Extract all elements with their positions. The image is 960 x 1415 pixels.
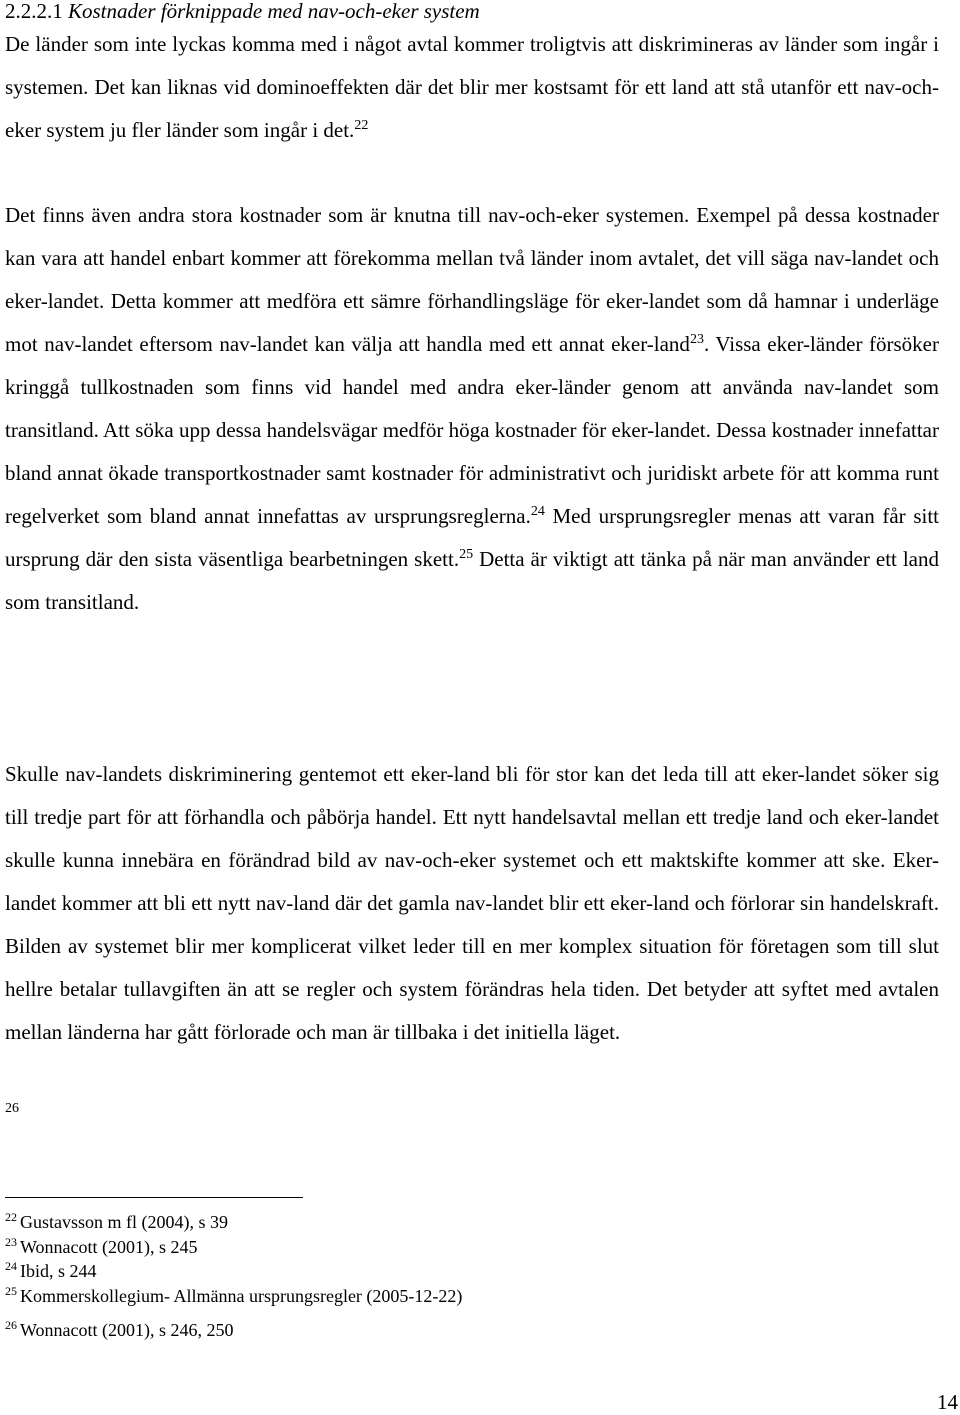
section-title xyxy=(63,0,480,23)
paragraph-text: Med ursprungsregler menas att varan får sitt ursprung där den sista väsentliga bearbetningen skett. xyxy=(5,504,939,571)
footnote-text: Wonnacott (2001), s 246, 250 xyxy=(20,1320,234,1340)
footnote-item xyxy=(5,1318,462,1343)
footnote-text: Gustavsson m fl (2004), s 39 xyxy=(20,1212,228,1232)
footnote-number: 25 xyxy=(5,1283,17,1298)
footnote-text: Ibid, s 244 xyxy=(20,1261,97,1281)
footnote-item xyxy=(5,1210,462,1235)
footnote-text: Kommerskollegium- Allmänna ursprungsregler (2005-12-22) xyxy=(20,1285,463,1306)
footnote-number: 23 xyxy=(5,1234,17,1249)
footnote-ref[interactable]: 24 xyxy=(530,504,545,519)
footnote-text: Wonnacott (2001), s 245 xyxy=(20,1236,198,1257)
footnote-item xyxy=(5,1284,462,1309)
page-number: 14 xyxy=(937,1390,958,1414)
footnote-ref[interactable]: 22 xyxy=(354,118,369,133)
footnote-ref[interactable]: 25 xyxy=(459,547,474,562)
paragraph-text: Det finns även andra stora kostnader som är knutna till nav-och-eker systemen. Exempel på dessa kostnader kan vara att handel enbart kommer att förekomma mellan två länder inom avtalet, det vill säga nav-landet och eker-landet. Detta kommer att medföra ett sämre förhandlingsläge för eker-landet som då hamnar i underläge mot nav-landet eftersom nav-landet kan välja att handla med ett annat eker-land xyxy=(5,203,939,356)
section-title-text: Kostnader förknippade med nav-och-eker system xyxy=(68,0,480,23)
paragraph-1 xyxy=(5,23,939,152)
paragraph-text: . Vissa eker-länder försöker kringgå tullkostnaden som finns vid handel med andra eker-länder genom att använda nav-landet som transitland. Att söka upp dessa handelsvägar medför höga kostnader för eker-landet. Dessa kostnader innefattar bland annat ökade transportkostnader samt kostnader för administrativt och juridiskt arbete för att komma runt regelverket som bland annat innefattas av ursprungsreglerna. xyxy=(5,332,939,528)
paragraph-text: De länder som inte lyckas komma med i något avtal kommer troligtvis att diskrimineras av länder som ingår i systemen. Det kan liknas vid dominoeffekten där det blir mer kostsamt för ett land att stå utanför ett nav-och-eker system ju fler länder som ingår i det. xyxy=(5,32,939,142)
footnote-separator xyxy=(5,1197,303,1198)
footnote-item xyxy=(5,1235,462,1260)
section-heading xyxy=(5,0,480,25)
footnote-item xyxy=(5,1259,462,1284)
footnote-number: 24 xyxy=(5,1259,17,1273)
footnotes-list xyxy=(5,1210,462,1343)
footnote-number: 22 xyxy=(5,1210,17,1224)
paragraph-text: Detta är viktigt att tänka på när man använder ett land som transitland. xyxy=(5,547,940,614)
paragraph-3 xyxy=(5,753,939,1054)
footnote-ref[interactable]: 26 xyxy=(5,1101,19,1116)
section-number: 2.2.2.1 xyxy=(5,0,63,23)
footnote-ref[interactable]: 23 xyxy=(689,332,704,347)
footnote-number: 26 xyxy=(5,1318,17,1332)
paragraph-text: Skulle nav-landets diskriminering gentemot ett eker-land bli för stor kan det leda till att eker-landet söker sig till tredje part för att förhandla och påbörja handel. Ett nytt handelsavtal mellan ett tredje land och eker-landet skulle kunna innebära en förändrad bild av nav-och-eker systemet och ett maktskifte kommer att ske. Eker-landet kommer att bli ett nytt nav-land där det gamla nav-landet blir ett eker-land och förlorar sin handelskraft. Bilden av systemet blir mer komplicerat vilket leder till en mer komplex situation för företagen som till slut hellre betalar tullavgiften än att se regler och system förändras hela tiden. Det betyder att syftet med avtalen mellan länderna har gått förlorade och man är tillbaka i det initiella läget. xyxy=(5,762,939,1044)
paragraph-2 xyxy=(5,194,939,624)
